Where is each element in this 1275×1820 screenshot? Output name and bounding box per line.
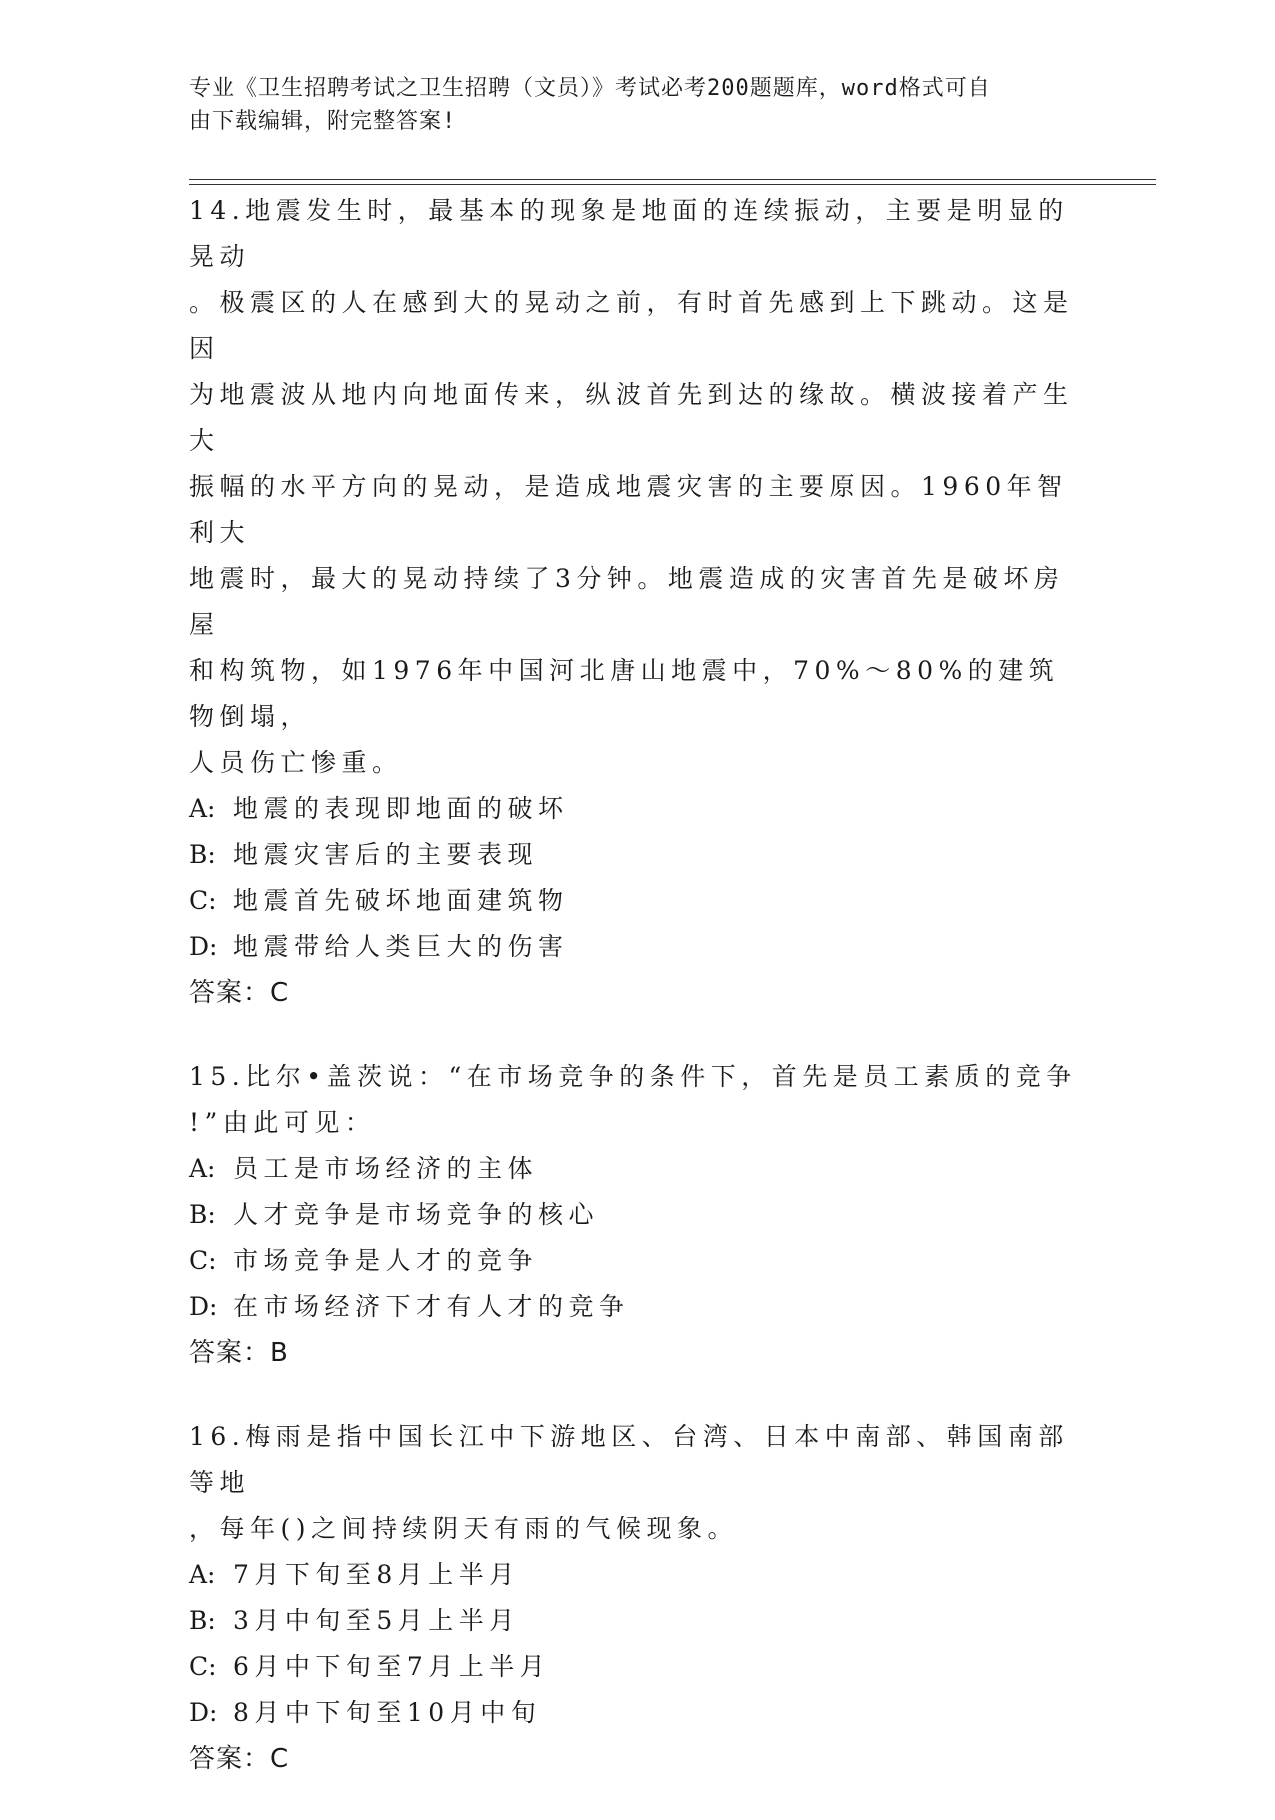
question-body: 梅雨是指中国长江中下游地区、台湾、日本中南部、韩国南部等地 ，每年()之间持续阴天有雨的气候现象。 [189,1422,1069,1543]
option-text: 3月中旬至5月上半月 [233,1606,520,1635]
document-header [189,72,1089,138]
option-text: 地震灾害后的主要表现 [233,840,539,869]
option-key: B: [189,840,216,869]
option-key: B: [189,1606,216,1635]
option-key: A: [189,1154,216,1183]
option-key: C: [189,1652,217,1681]
option-key: D: [189,932,218,961]
question-number: 14. [189,196,246,225]
option-key: A: [189,794,216,823]
option-c [189,1238,1089,1284]
option-d [189,1690,1089,1736]
answer-line: 答案：C [189,1744,290,1774]
question-body: 比尔•盖茨说：“在市场竞争的条件下，首先是员工素质的竞争 !”由此可见： [189,1062,1077,1137]
option-b [189,1598,1089,1644]
answer-line: 答案：C [189,978,290,1008]
option-text: 地震首先破坏地面建筑物 [233,886,569,915]
option-a [189,1146,1089,1192]
question-text [189,1054,1089,1146]
question-text [189,1414,1089,1552]
answer-line: 答案：B [189,1338,289,1368]
option-key: A: [189,1560,216,1589]
option-key: C: [189,1246,217,1275]
question-number: 15. [189,1062,246,1091]
option-text: 员工是市场经济的主体 [233,1154,539,1183]
question-15 [189,1054,1089,1376]
option-text: 7月下旬至8月上半月 [233,1560,520,1589]
option-text: 地震带给人类巨大的伤害 [233,932,569,961]
option-text: 8月中下旬至10月中旬 [233,1698,542,1727]
option-key: C: [189,886,217,915]
option-c [189,878,1089,924]
option-a [189,786,1089,832]
option-text: 人才竞争是市场竞争的核心 [233,1200,600,1229]
option-text: 在市场经济下才有人才的竞争 [233,1292,630,1321]
header-divider [189,179,1156,185]
option-d [189,924,1089,970]
question-list [189,188,1089,1820]
option-text: 地震的表现即地面的破坏 [233,794,569,823]
option-b [189,832,1089,878]
question-14 [189,188,1089,1016]
option-text: 市场竞争是人才的竞争 [233,1246,539,1275]
question-number: 16. [189,1422,246,1451]
option-text: 6月中下旬至7月上半月 [233,1652,551,1681]
option-key: B: [189,1200,216,1229]
option-c [189,1644,1089,1690]
question-16 [189,1414,1089,1782]
question-body: 地震发生时，最基本的现象是地面的连续振动，主要是明显的晃动 。极震区的人在感到大的晃动之前，有时首先感到上下跳动。这是因 为地震波从地内向地面传来，纵波首先到达的缘故。横波接着产生大 振幅的水平方向的晃动，是造成地震灾害的主要原因。1960年智利大 地震时，最大的晃动持续了3分钟。地震造成的灾害首先是破坏房屋 和构筑物，如1976年中国河北唐山地震中，70%～80%的建筑物倒塌， 人员伤亡惨重。 [189,196,1074,777]
option-d [189,1284,1089,1330]
option-key: D: [189,1698,218,1727]
question-text [189,188,1089,786]
option-b [189,1192,1089,1238]
header-title-line-2: 由下载编辑，附完整答案! [189,109,457,134]
option-key: D: [189,1292,218,1321]
option-a [189,1552,1089,1598]
header-title-line-1: 专业《卫生招聘考试之卫生招聘（文员）》考试必考200题题库，word格式可自 [189,76,991,101]
